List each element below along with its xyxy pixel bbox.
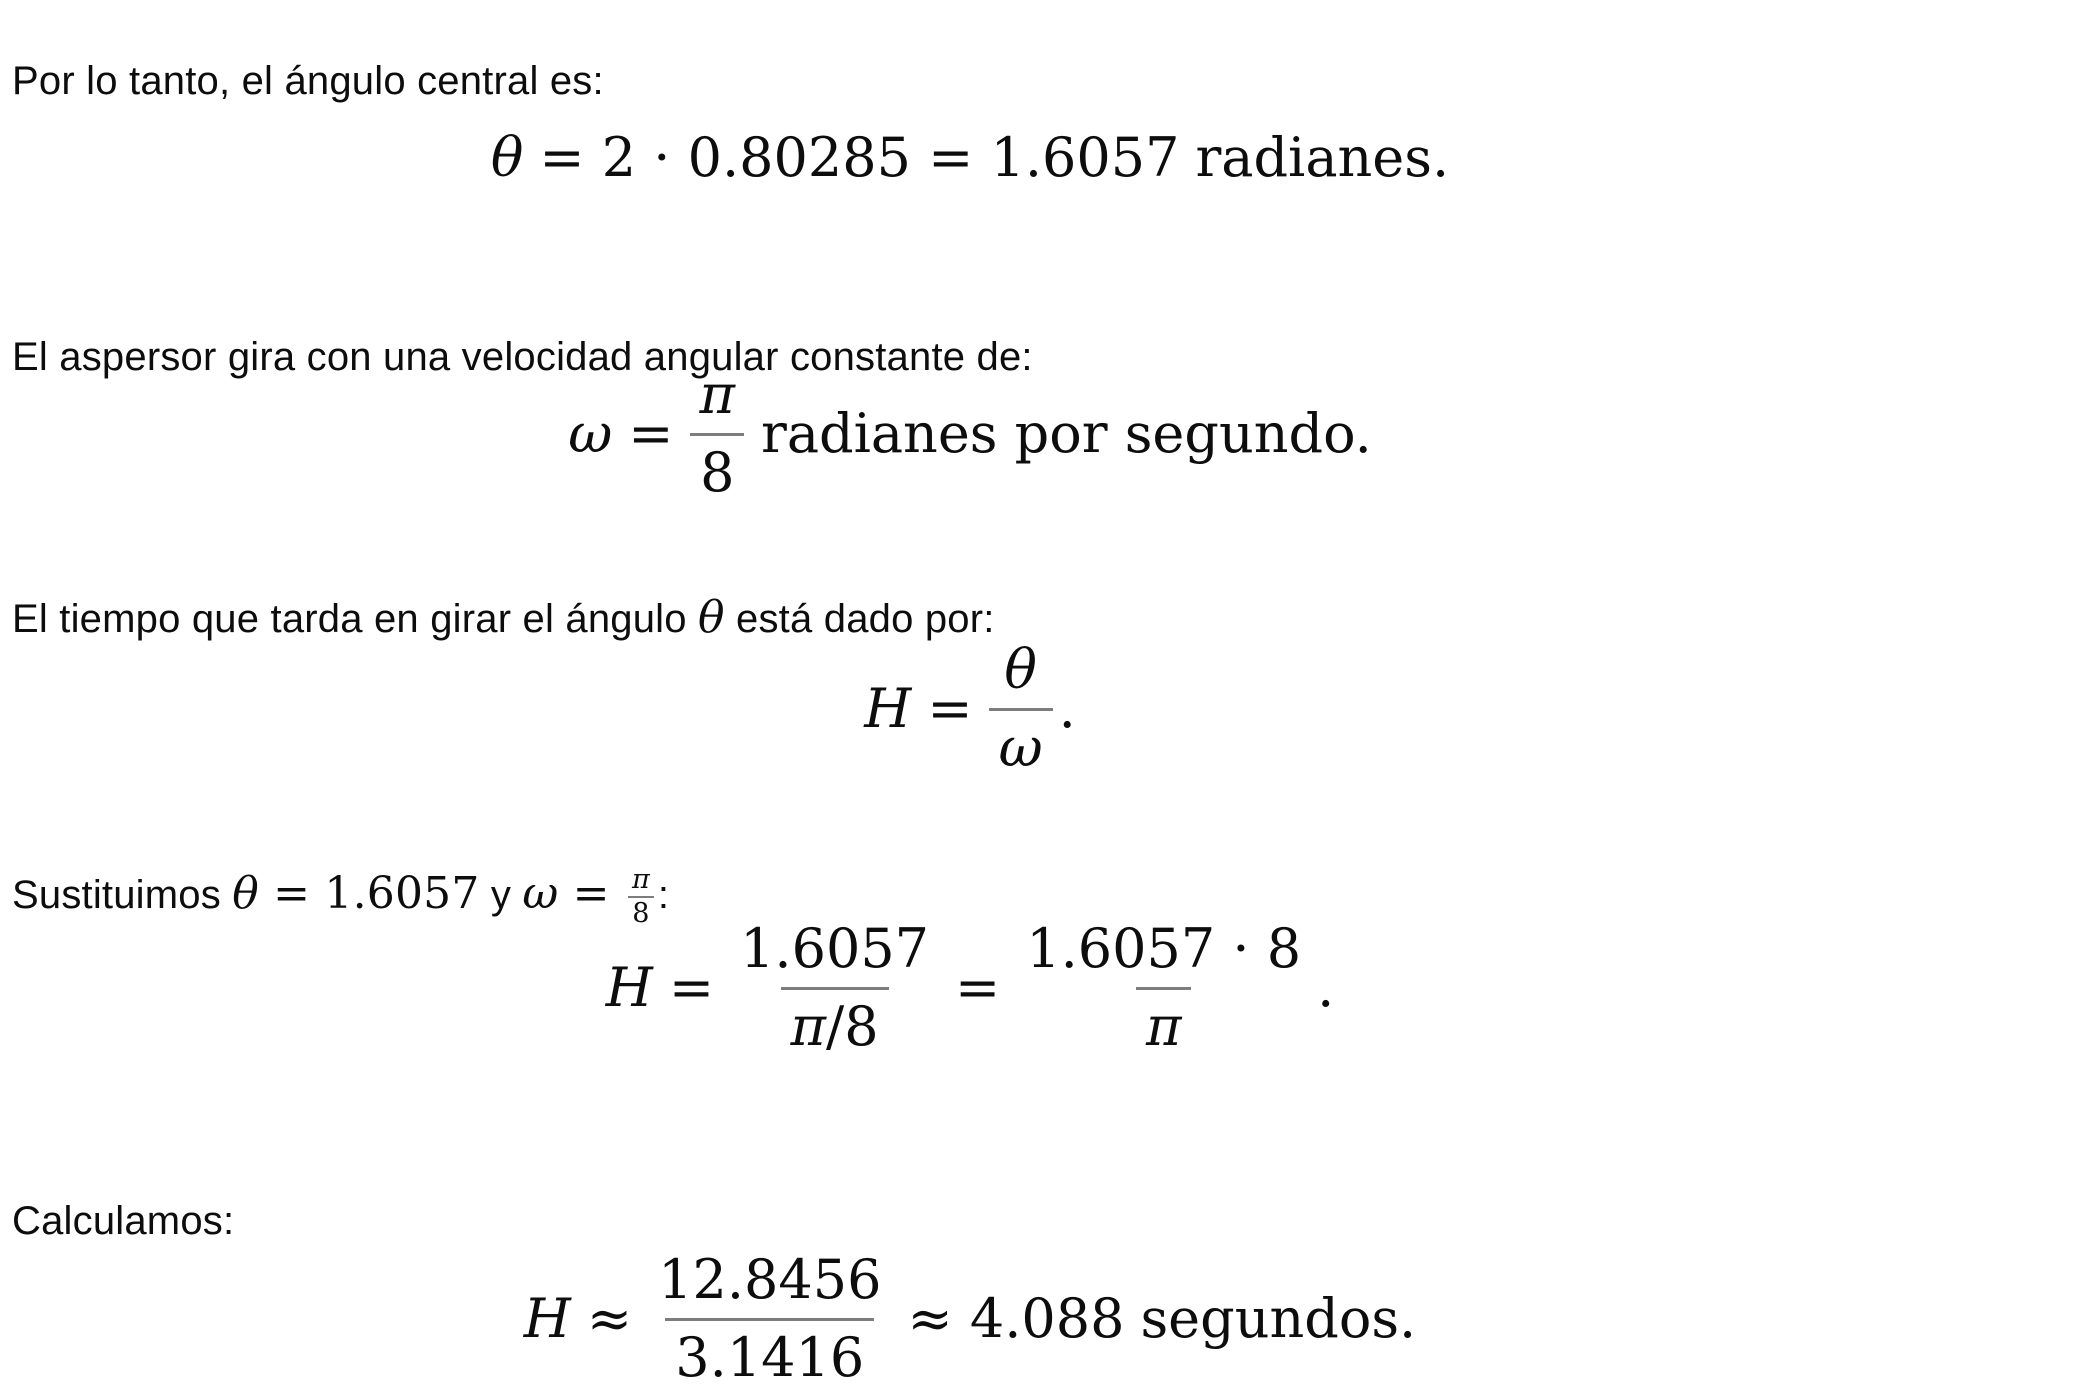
eq3-fraction-theta-over-omega [989, 638, 1053, 780]
eq5-fraction [648, 1248, 891, 1390]
inline-fraction-denominator: 8 [628, 896, 653, 928]
eq2-unit: radianes por segundo. [761, 401, 1372, 465]
equation-result [0, 1248, 1940, 1389]
eq3-period: . [1058, 676, 1076, 740]
eq4-fraction-2-numerator: 1.6057 · 8 [1026, 917, 1302, 981]
inline-fraction-numerator: π [631, 864, 650, 896]
eq4-fraction-2-denominator: π [1136, 987, 1192, 1059]
inline-omega-var: ω [522, 868, 559, 919]
eq2-fraction-pi-over-8 [690, 363, 746, 505]
paragraph-calculate: Calculamos: [12, 1199, 235, 1243]
equation-central-angle [0, 122, 1940, 194]
eq4-fraction-1-den-pi: π [790, 994, 827, 1058]
inline-theta-value-var: θ [232, 868, 259, 919]
paragraph-angular-velocity: El aspersor gira con una velocidad angular constante de: [12, 335, 1033, 379]
eq1-body: = 2 · 0.80285 = 1.6057 [539, 125, 1180, 189]
eq4-fraction-1-den-rest: /8 [826, 994, 879, 1058]
inline-theta-value: = 1.6057 [258, 868, 480, 919]
eq4-fraction-1-denominator [781, 987, 889, 1059]
paragraph-time-before: El tiempo que tarda en girar el ángulo [12, 597, 699, 641]
equation-time-formula [0, 638, 1940, 779]
eq5-approx-1: ≈ [586, 1286, 633, 1350]
equation-angular-velocity [0, 363, 1940, 504]
eq2-var-omega: ω [568, 401, 613, 465]
eq4-fraction-1 [730, 917, 939, 1059]
eq3-fraction-numerator: θ [1004, 638, 1037, 702]
eq5-var-h: H [523, 1286, 571, 1350]
paragraph-time-formula [12, 588, 995, 647]
eq4-fraction-2 [1016, 917, 1311, 1059]
eq4-fraction-1-numerator: 1.6057 [740, 917, 930, 981]
eq2-equals: = [628, 401, 674, 465]
eq2-fraction-numerator: π [699, 363, 735, 427]
eq3-var-h: H [864, 676, 912, 740]
paragraph-substitution-after: : [657, 873, 670, 917]
equation-substituted [0, 917, 1940, 1058]
eq4-equals-2: = [955, 955, 1001, 1019]
paragraph-substitution-before: Sustituimos [12, 873, 233, 917]
paragraph-central-angle: Por lo tanto, el ángulo central es: [12, 59, 604, 103]
paragraph-substitution-conj: y [479, 873, 523, 917]
inline-fraction-pi-over-8 [628, 866, 654, 929]
eq5-approx-2: ≈ 4.088 [907, 1286, 1125, 1350]
eq3-equals: = [927, 676, 973, 740]
eq3-fraction-denominator: ω [989, 708, 1053, 780]
eq4-var-h: H [605, 955, 653, 1019]
eq5-fraction-denominator: 3.1416 [665, 1318, 874, 1390]
eq5-fraction-numerator: 12.8456 [658, 1248, 882, 1312]
eq2-fraction-denominator: 8 [690, 433, 744, 505]
eq1-var-theta: θ [490, 125, 524, 189]
eq1-unit: radianes. [1195, 125, 1450, 189]
eq4-equals-1: = [668, 955, 715, 1019]
inline-omega-equals: = [558, 868, 624, 919]
eq4-period: . [1317, 955, 1335, 1019]
eq5-unit: segundos. [1140, 1286, 1417, 1350]
paragraph-time-after: está dado por: [724, 597, 995, 641]
inline-theta: θ [698, 592, 725, 643]
paragraph-substitution [12, 864, 669, 929]
